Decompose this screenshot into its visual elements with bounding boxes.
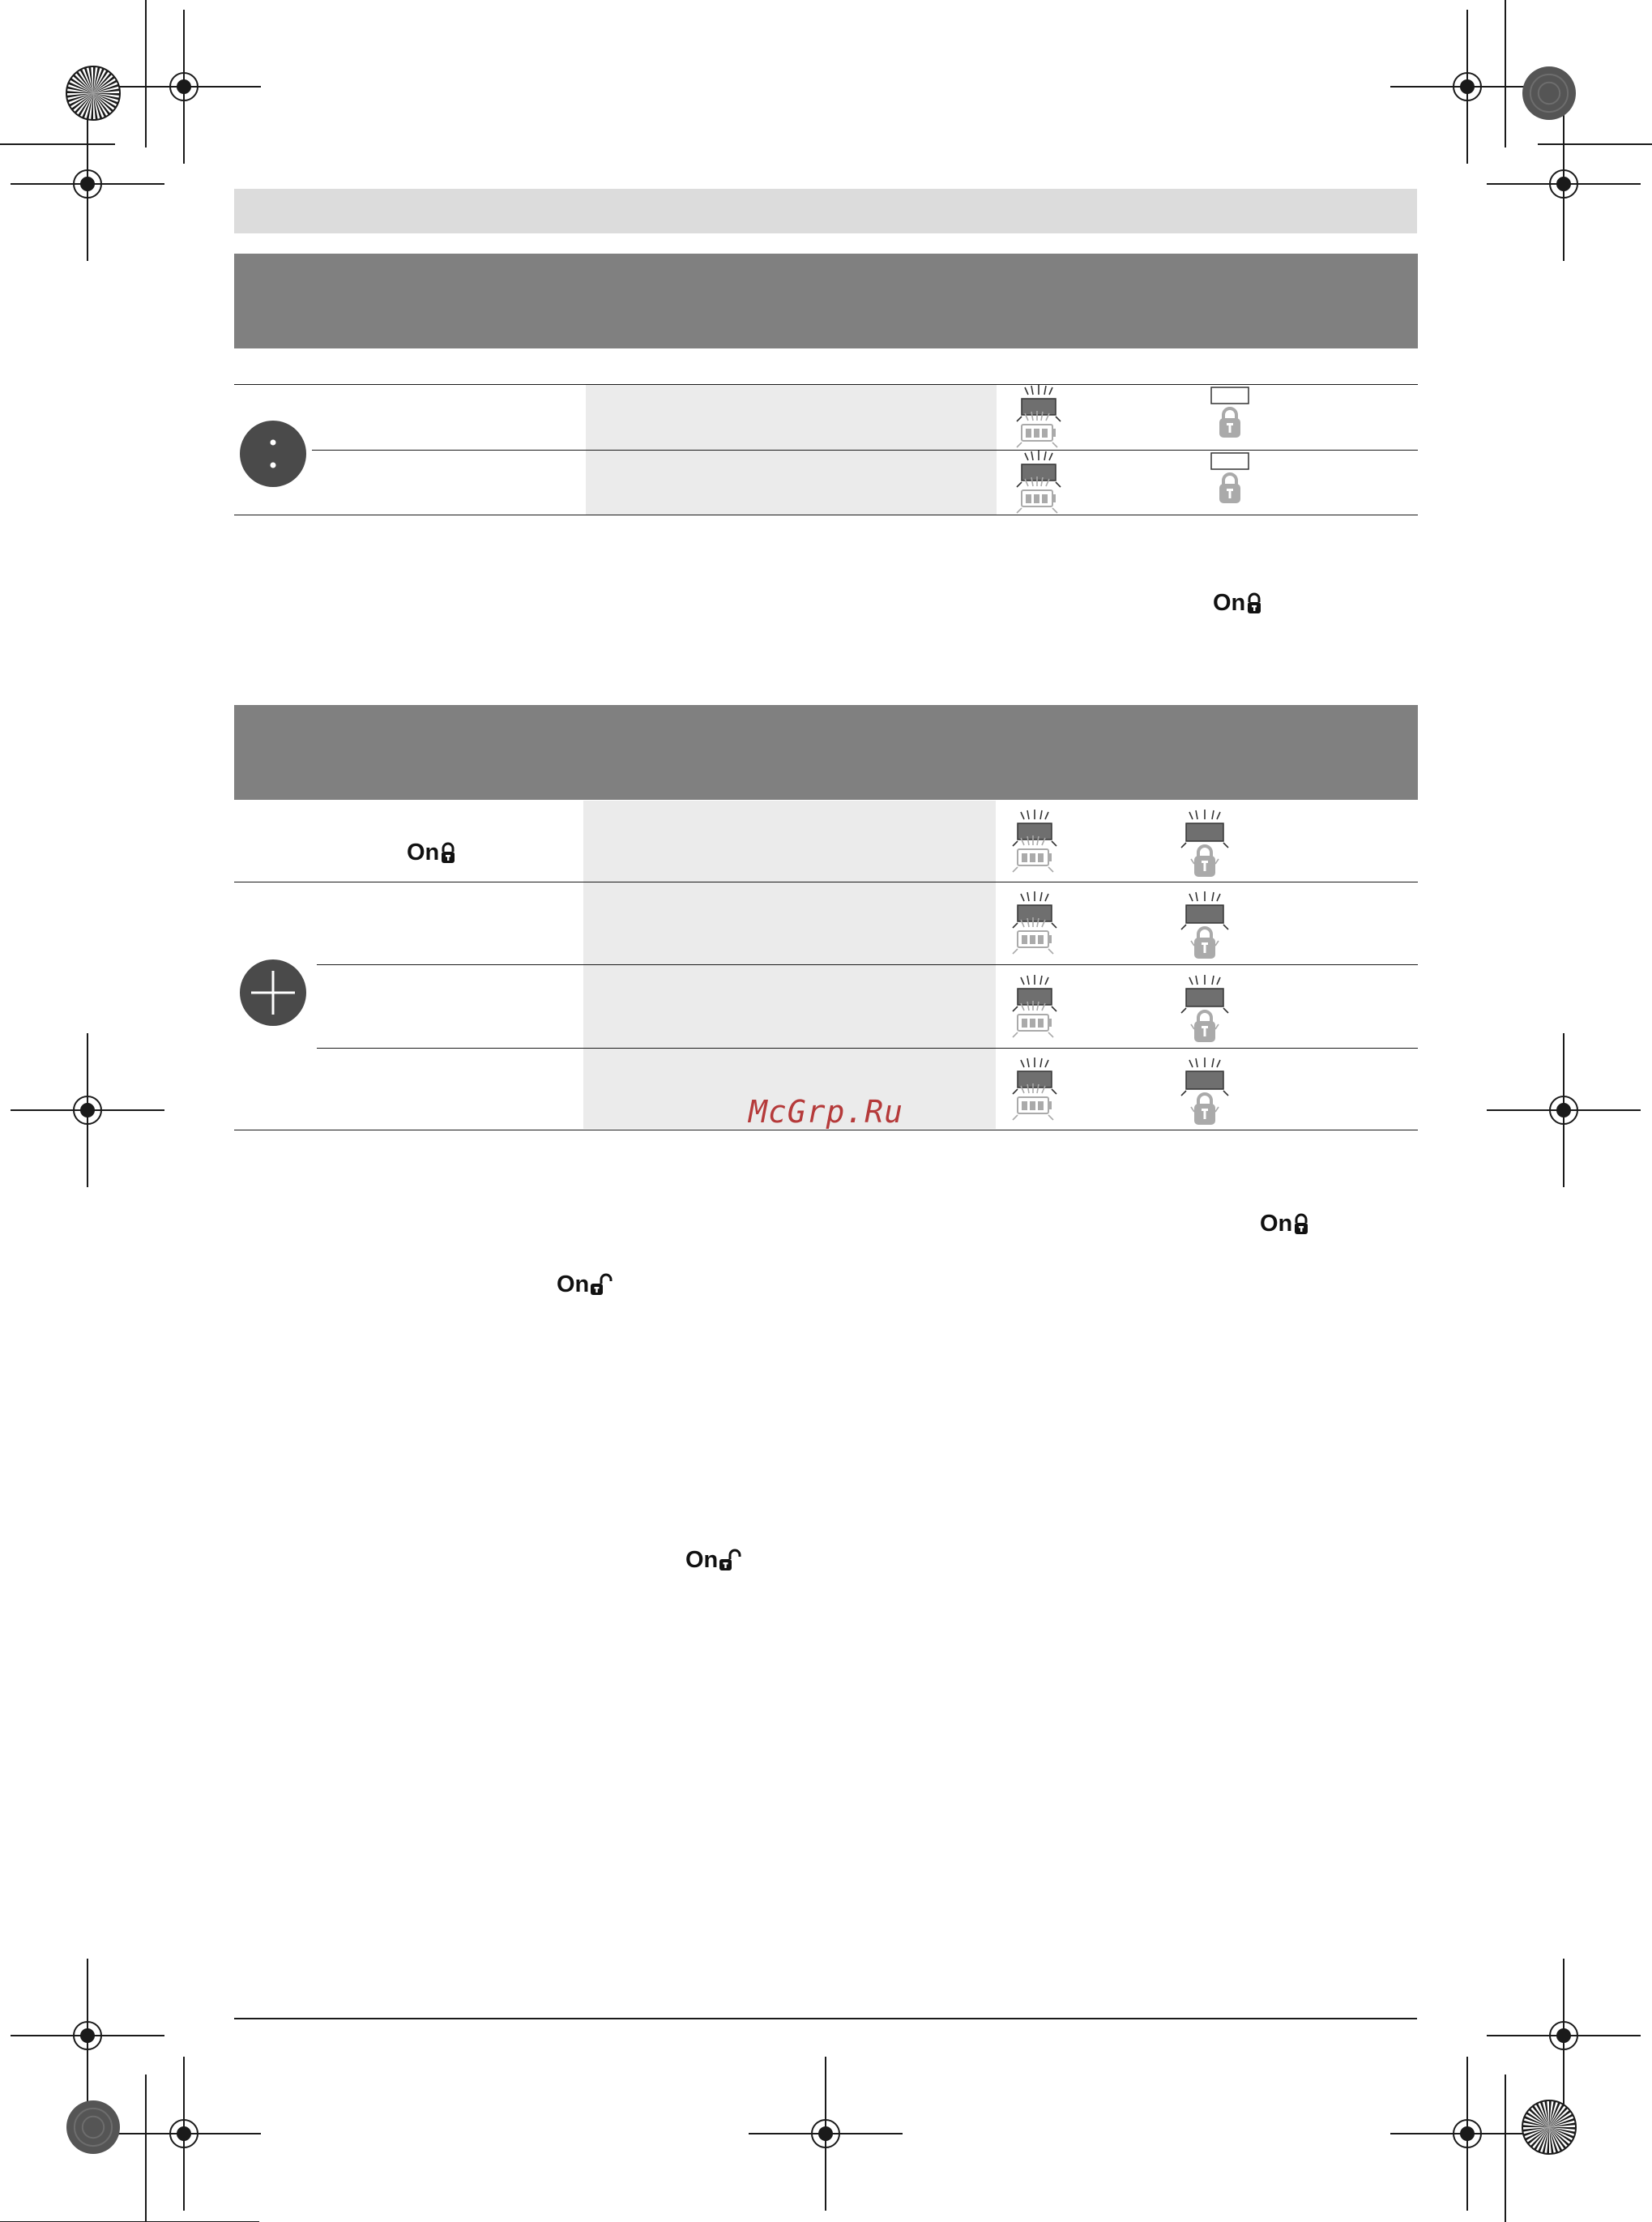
lock-led-icon bbox=[1211, 387, 1260, 444]
on-lock-label-text: On bbox=[1213, 590, 1246, 616]
on-lock-label bbox=[1213, 592, 1262, 615]
table-2-header bbox=[234, 705, 1418, 800]
on-lock-label-text: On bbox=[1260, 1211, 1293, 1237]
on-unlock-label bbox=[685, 1549, 741, 1572]
lock-open-icon bbox=[590, 1274, 613, 1297]
lock-led-icon bbox=[1180, 1058, 1236, 1139]
lock-open-icon bbox=[719, 1549, 741, 1572]
table-2-row-rule-2 bbox=[317, 964, 1418, 965]
lock-closed-icon bbox=[1293, 1213, 1309, 1236]
on-lock-label bbox=[1260, 1212, 1309, 1236]
lock-led-icon bbox=[1180, 810, 1236, 891]
footer-rule bbox=[234, 2018, 1417, 2019]
table-2-row-rule-3 bbox=[317, 1048, 1418, 1049]
battery-led-icon bbox=[1017, 451, 1069, 532]
lock-closed-icon bbox=[1246, 592, 1262, 615]
on-lock-label-text: On bbox=[407, 840, 440, 865]
page-header-bar bbox=[234, 189, 1417, 233]
table-1-row-rule bbox=[312, 450, 1418, 451]
battery-led-icon bbox=[1013, 810, 1065, 891]
on-lock-label bbox=[407, 841, 456, 865]
battery-led-icon bbox=[1013, 976, 1065, 1057]
lock-led-icon bbox=[1180, 892, 1236, 973]
battery-led-icon bbox=[1013, 1058, 1065, 1139]
lock-led-icon bbox=[1180, 976, 1236, 1057]
on-unlock-label-text: On bbox=[557, 1271, 590, 1297]
watermark: McGrp.Ru bbox=[749, 1094, 904, 1130]
lock-closed-icon bbox=[440, 842, 456, 865]
on-unlock-label-text: On bbox=[685, 1547, 719, 1573]
on-unlock-label bbox=[557, 1273, 613, 1297]
menu-dots-icon bbox=[239, 420, 307, 488]
battery-led-icon bbox=[1013, 892, 1065, 973]
plus-icon bbox=[239, 959, 307, 1027]
table-1-header bbox=[234, 254, 1418, 348]
lock-led-icon bbox=[1211, 453, 1260, 510]
